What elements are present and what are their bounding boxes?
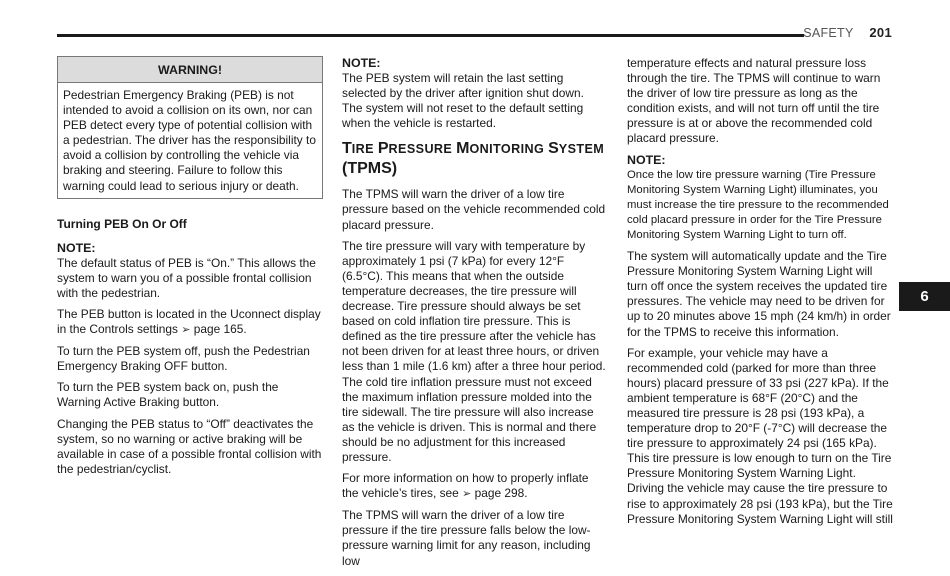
page-reference-arrow-icon: ➢ — [462, 488, 472, 501]
column-middle — [342, 56, 607, 575]
paragraph-more-info — [342, 471, 607, 502]
note-text: The PEB system will retain the last setting selected by the driver after ignition shut down. The system will not reset to the default setting when the vehicle is restarted. — [342, 71, 584, 131]
note-title: NOTE: — [627, 152, 666, 167]
page-reference-link[interactable]: page 165. — [193, 322, 247, 337]
header-rule — [57, 34, 804, 37]
note-title: NOTE: — [342, 56, 381, 70]
paragraph-temperature: The tire pressure will vary with temperature by approximately 1 psi (7 kPa) for every 12°F (6.5°C). This means that when the outside temperature decreases, the tire pressure will decrease. Tire pressure should always be set based on cold inflation tire pressure. This is defined as the tire pressure after the vehicle has not been driven for at least three hours, or driven less than 1 mile (1.6 km) after a three hour period. The cold tire inflation pressure must not exceed the maximum inflation pressure molded into the tire sidewall. The tire pressure will also increase as the vehicle is driven. This is normal and there should be no adjustment for this increased pressure. — [342, 238, 606, 464]
chapter-tab: 6 — [899, 282, 950, 311]
heading-word: TIRE — [342, 140, 378, 158]
page-number: 201 — [869, 25, 892, 40]
heading-word: SYSTEM — [548, 140, 605, 158]
paragraph-turn-off: To turn the PEB system off, push the Pedestrian Emergency Braking OFF button. — [57, 344, 310, 374]
page-reference-arrow-icon: ➢ — [181, 324, 191, 337]
paragraph-continued: temperature effects and natural pressure loss through the tire. The TPMS will continue to warn the driver of low tire pressure as long as the condition exists, and will not turn off until the tire pressure is at or above the recommended cold placard pressure. — [627, 56, 881, 146]
paragraph-example: For example, your vehicle may have a recommended cold (parked for more than three hours) placard pressure of 33 psi (227 kPa). If the ambient temperature is 68°F (20°C) and the measured tire pressure is 28 psi (193 kPa), a temperature drop to 20°F (-7°C) will decrease the tire pressure to approximately 24 psi (165 kPa). This tire pressure is low enough to turn on the Tire Pressure Monitoring System Warning Light. Driving the vehicle may cause the tire pressure to rise to approximately 28 psi (193 kPa), but the Tire Pressure Monitoring System Warning Light will still — [627, 345, 893, 526]
page-header — [803, 25, 892, 40]
paragraph-status-off: Changing the PEB status to “Off” deactivates the system, so no warning or active braking will be available in case of a possible frontal collision with the pedestrian/cyclist. — [57, 416, 322, 476]
column-right — [627, 56, 893, 533]
paragraph-tpms-warn: The TPMS will warn the driver of a low tire pressure based on the vehicle recommended cold placard pressure. — [342, 187, 606, 232]
column-left — [57, 56, 323, 483]
warning-text: Pedestrian Emergency Braking (PEB) is not intended to avoid a collision on its own, nor can PEB detect every type of potential collision with a pedestrian. The driver has the responsibility to avoid a collision by controlling the vehicle via braking and steering. Failure to follow this warning could lead to serious injury or death. — [63, 88, 316, 193]
section-title: SAFETY — [803, 26, 854, 40]
paragraph-auto-update: The system will automatically update and the Tire Pressure Monitoring System Warning Light will turn off once the system receives the updated tire pressures. The vehicle may need to be driven for up to 20 minutes above 15 mph (24 km/h) in order for the TPMS to receive this information. — [627, 249, 891, 339]
subheading-turning-peb: Turning PEB On Or Off — [57, 216, 187, 231]
paragraph-turn-on: To turn the PEB system back on, push the Warning Active Braking button. — [57, 380, 279, 410]
warning-box — [57, 56, 323, 199]
note-text: The default status of PEB is “On.” This allows the system to warn you of a possible frontal collision with the pedestrian. — [57, 255, 316, 300]
note-title: NOTE: — [57, 240, 96, 255]
page-reference-link[interactable]: page 298. — [474, 486, 528, 501]
heading-line2: (TPMS) — [342, 160, 398, 178]
paragraph-text: For more information on how to properly inflate the vehicle’s tires, see — [342, 471, 589, 501]
heading-word: MONITORING — [456, 140, 549, 158]
heading-word: PRESSURE — [377, 140, 457, 158]
paragraph-text: The PEB button is located in the Uconnect display in the Controls settings — [57, 306, 321, 337]
paragraph-low-pressure: The TPMS will warn the driver of a low tire pressure if the tire pressure falls below the low-pressure warning limit for any reason, including low — [342, 508, 591, 568]
paragraph-peb-button — [57, 307, 323, 338]
warning-title: WARNING! — [58, 57, 322, 83]
note-text: Once the low tire pressure warning (Tire Pressure Monitoring System Warning Light) illuminates, you must increase the tire pressure to the recommended cold placard pressure in order for the Tire Pressure Monitoring System Warning Light to turn off. — [627, 168, 889, 241]
section-heading-tpms — [342, 139, 607, 179]
